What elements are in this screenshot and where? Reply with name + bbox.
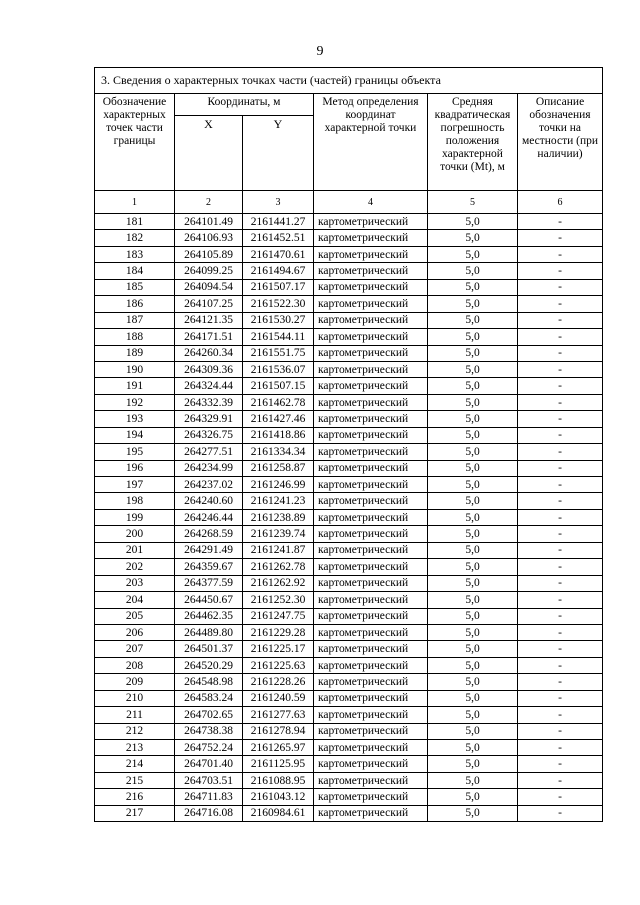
point-number-cell: 211 bbox=[95, 707, 175, 723]
accuracy-cell: 5,0 bbox=[428, 230, 518, 246]
table-row bbox=[95, 575, 603, 591]
accuracy-cell: 5,0 bbox=[428, 329, 518, 345]
point-number-cell: 193 bbox=[95, 411, 175, 427]
method-cell: картометрический bbox=[314, 444, 428, 460]
table-row bbox=[95, 230, 603, 246]
table-row bbox=[95, 279, 603, 295]
y-coordinate-cell: 2161238.89 bbox=[243, 509, 314, 525]
point-number-cell: 198 bbox=[95, 493, 175, 509]
description-cell: - bbox=[518, 707, 603, 723]
table-row bbox=[95, 345, 603, 361]
accuracy-cell: 5,0 bbox=[428, 279, 518, 295]
accuracy-cell: 5,0 bbox=[428, 460, 518, 476]
x-coordinate-cell: 264171.51 bbox=[175, 329, 243, 345]
point-number-cell: 217 bbox=[95, 805, 175, 821]
x-coordinate-cell: 264291.49 bbox=[175, 542, 243, 558]
y-coordinate-cell: 2161536.07 bbox=[243, 361, 314, 377]
description-cell: - bbox=[518, 477, 603, 493]
x-coordinate-cell: 264107.25 bbox=[175, 296, 243, 312]
accuracy-cell: 5,0 bbox=[428, 592, 518, 608]
y-coordinate-cell: 2161262.92 bbox=[243, 575, 314, 591]
description-cell: - bbox=[518, 493, 603, 509]
y-coordinate-cell: 2160984.61 bbox=[243, 805, 314, 821]
x-coordinate-cell: 264702.65 bbox=[175, 707, 243, 723]
point-number-cell: 185 bbox=[95, 279, 175, 295]
description-cell: - bbox=[518, 740, 603, 756]
x-coordinate-cell: 264246.44 bbox=[175, 509, 243, 525]
y-coordinate-cell: 2161241.87 bbox=[243, 542, 314, 558]
method-cell: картометрический bbox=[314, 312, 428, 328]
column-number: 1 bbox=[95, 191, 175, 214]
column-number: 3 bbox=[243, 191, 314, 214]
description-cell: - bbox=[518, 624, 603, 640]
y-coordinate-cell: 2161334.34 bbox=[243, 444, 314, 460]
point-number-cell: 197 bbox=[95, 477, 175, 493]
point-number-cell: 194 bbox=[95, 427, 175, 443]
x-coordinate-cell: 264237.02 bbox=[175, 477, 243, 493]
accuracy-cell: 5,0 bbox=[428, 690, 518, 706]
point-number-cell: 205 bbox=[95, 608, 175, 624]
description-cell: - bbox=[518, 345, 603, 361]
description-cell: - bbox=[518, 559, 603, 575]
method-cell: картометрический bbox=[314, 427, 428, 443]
method-cell: картометрический bbox=[314, 329, 428, 345]
method-cell: картометрический bbox=[314, 542, 428, 558]
y-coordinate-cell: 2161278.94 bbox=[243, 723, 314, 739]
method-cell: картометрический bbox=[314, 493, 428, 509]
table-row bbox=[95, 789, 603, 805]
table-row bbox=[95, 756, 603, 772]
method-cell: картометрический bbox=[314, 756, 428, 772]
description-cell: - bbox=[518, 723, 603, 739]
point-number-cell: 206 bbox=[95, 624, 175, 640]
accuracy-cell: 5,0 bbox=[428, 411, 518, 427]
table-row bbox=[95, 312, 603, 328]
method-cell: картометрический bbox=[314, 230, 428, 246]
table-row bbox=[95, 690, 603, 706]
accuracy-cell: 5,0 bbox=[428, 345, 518, 361]
y-coordinate-cell: 2161418.86 bbox=[243, 427, 314, 443]
table-row bbox=[95, 214, 603, 230]
table-row bbox=[95, 444, 603, 460]
method-cell: картометрический bbox=[314, 608, 428, 624]
table-row bbox=[95, 805, 603, 821]
x-coordinate-cell: 264094.54 bbox=[175, 279, 243, 295]
y-coordinate-cell: 2161088.95 bbox=[243, 772, 314, 788]
y-coordinate-cell: 2161507.15 bbox=[243, 378, 314, 394]
x-coordinate-cell: 264501.37 bbox=[175, 641, 243, 657]
x-coordinate-cell: 264377.59 bbox=[175, 575, 243, 591]
y-coordinate-cell: 2161277.63 bbox=[243, 707, 314, 723]
point-number-cell: 181 bbox=[95, 214, 175, 230]
table-row bbox=[95, 329, 603, 345]
accuracy-cell: 5,0 bbox=[428, 427, 518, 443]
point-number-cell: 189 bbox=[95, 345, 175, 361]
x-coordinate-cell: 264324.44 bbox=[175, 378, 243, 394]
method-cell: картометрический bbox=[314, 263, 428, 279]
accuracy-cell: 5,0 bbox=[428, 361, 518, 377]
header-coordinates: Координаты, м bbox=[175, 94, 314, 116]
description-cell: - bbox=[518, 279, 603, 295]
method-cell: картометрический bbox=[314, 477, 428, 493]
method-cell: картометрический bbox=[314, 624, 428, 640]
header-y: Y bbox=[243, 116, 314, 191]
header-designation: Обозначение характерных точек части границы bbox=[95, 94, 175, 191]
description-cell: - bbox=[518, 296, 603, 312]
x-coordinate-cell: 264462.35 bbox=[175, 608, 243, 624]
description-cell: - bbox=[518, 427, 603, 443]
x-coordinate-cell: 264268.59 bbox=[175, 526, 243, 542]
x-coordinate-cell: 264326.75 bbox=[175, 427, 243, 443]
method-cell: картометрический bbox=[314, 789, 428, 805]
point-number-cell: 196 bbox=[95, 460, 175, 476]
description-cell: - bbox=[518, 263, 603, 279]
description-cell: - bbox=[518, 329, 603, 345]
table-row bbox=[95, 641, 603, 657]
header-accuracy: Средняя квадратическая погрешность положения характерной точки (Mt), м bbox=[428, 94, 518, 191]
accuracy-cell: 5,0 bbox=[428, 214, 518, 230]
y-coordinate-cell: 2161125.95 bbox=[243, 756, 314, 772]
accuracy-cell: 5,0 bbox=[428, 559, 518, 575]
header-x: X bbox=[175, 116, 243, 191]
method-cell: картометрический bbox=[314, 740, 428, 756]
header-description: Описание обозначения точки на местности (при наличии) bbox=[518, 94, 603, 191]
y-coordinate-cell: 2161258.87 bbox=[243, 460, 314, 476]
description-cell: - bbox=[518, 542, 603, 558]
y-coordinate-cell: 2161427.46 bbox=[243, 411, 314, 427]
method-cell: картометрический bbox=[314, 394, 428, 410]
x-coordinate-cell: 264738.38 bbox=[175, 723, 243, 739]
point-number-cell: 216 bbox=[95, 789, 175, 805]
description-cell: - bbox=[518, 394, 603, 410]
description-cell: - bbox=[518, 312, 603, 328]
accuracy-cell: 5,0 bbox=[428, 263, 518, 279]
y-coordinate-cell: 2161544.11 bbox=[243, 329, 314, 345]
table-row bbox=[95, 526, 603, 542]
y-coordinate-cell: 2161043.12 bbox=[243, 789, 314, 805]
table-row bbox=[95, 740, 603, 756]
description-cell: - bbox=[518, 509, 603, 525]
accuracy-cell: 5,0 bbox=[428, 772, 518, 788]
method-cell: картометрический bbox=[314, 707, 428, 723]
method-cell: картометрический bbox=[314, 279, 428, 295]
accuracy-cell: 5,0 bbox=[428, 509, 518, 525]
x-coordinate-cell: 264105.89 bbox=[175, 246, 243, 262]
accuracy-cell: 5,0 bbox=[428, 756, 518, 772]
method-cell: картометрический bbox=[314, 723, 428, 739]
point-number-cell: 208 bbox=[95, 657, 175, 673]
y-coordinate-cell: 2161246.99 bbox=[243, 477, 314, 493]
point-number-cell: 204 bbox=[95, 592, 175, 608]
point-number-cell: 199 bbox=[95, 509, 175, 525]
table-row bbox=[95, 608, 603, 624]
table-row bbox=[95, 723, 603, 739]
description-cell: - bbox=[518, 575, 603, 591]
table-row bbox=[95, 477, 603, 493]
point-number-cell: 207 bbox=[95, 641, 175, 657]
y-coordinate-cell: 2161229.28 bbox=[243, 624, 314, 640]
table-row bbox=[95, 296, 603, 312]
table-row bbox=[95, 624, 603, 640]
x-coordinate-cell: 264489.80 bbox=[175, 624, 243, 640]
table-row bbox=[95, 509, 603, 525]
accuracy-cell: 5,0 bbox=[428, 641, 518, 657]
table-row bbox=[95, 707, 603, 723]
point-number-cell: 188 bbox=[95, 329, 175, 345]
x-coordinate-cell: 264234.99 bbox=[175, 460, 243, 476]
point-number-cell: 191 bbox=[95, 378, 175, 394]
column-numbers-row bbox=[95, 191, 603, 214]
accuracy-cell: 5,0 bbox=[428, 674, 518, 690]
description-cell: - bbox=[518, 214, 603, 230]
description-cell: - bbox=[518, 444, 603, 460]
y-coordinate-cell: 2161507.17 bbox=[243, 279, 314, 295]
description-cell: - bbox=[518, 592, 603, 608]
description-cell: - bbox=[518, 246, 603, 262]
accuracy-cell: 5,0 bbox=[428, 707, 518, 723]
column-number: 4 bbox=[314, 191, 428, 214]
column-number: 5 bbox=[428, 191, 518, 214]
accuracy-cell: 5,0 bbox=[428, 624, 518, 640]
y-coordinate-cell: 2161247.75 bbox=[243, 608, 314, 624]
accuracy-cell: 5,0 bbox=[428, 493, 518, 509]
method-cell: картометрический bbox=[314, 246, 428, 262]
y-coordinate-cell: 2161240.59 bbox=[243, 690, 314, 706]
x-coordinate-cell: 264332.39 bbox=[175, 394, 243, 410]
method-cell: картометрический bbox=[314, 296, 428, 312]
point-number-cell: 202 bbox=[95, 559, 175, 575]
x-coordinate-cell: 264309.36 bbox=[175, 361, 243, 377]
point-number-cell: 187 bbox=[95, 312, 175, 328]
y-coordinate-cell: 2161265.97 bbox=[243, 740, 314, 756]
point-number-cell: 186 bbox=[95, 296, 175, 312]
point-number-cell: 192 bbox=[95, 394, 175, 410]
method-cell: картометрический bbox=[314, 690, 428, 706]
accuracy-cell: 5,0 bbox=[428, 575, 518, 591]
x-coordinate-cell: 264121.35 bbox=[175, 312, 243, 328]
method-cell: картометрический bbox=[314, 411, 428, 427]
accuracy-cell: 5,0 bbox=[428, 740, 518, 756]
x-coordinate-cell: 264240.60 bbox=[175, 493, 243, 509]
header-method: Метод определения координат характерной точки bbox=[314, 94, 428, 191]
x-coordinate-cell: 264583.24 bbox=[175, 690, 243, 706]
point-number-cell: 213 bbox=[95, 740, 175, 756]
accuracy-cell: 5,0 bbox=[428, 296, 518, 312]
description-cell: - bbox=[518, 772, 603, 788]
point-number-cell: 184 bbox=[95, 263, 175, 279]
section-title: 3. Сведения о характерных точках части (частей) границы объекта bbox=[95, 68, 603, 94]
x-coordinate-cell: 264260.34 bbox=[175, 345, 243, 361]
method-cell: картометрический bbox=[314, 674, 428, 690]
point-number-cell: 209 bbox=[95, 674, 175, 690]
point-number-cell: 183 bbox=[95, 246, 175, 262]
accuracy-cell: 5,0 bbox=[428, 312, 518, 328]
x-coordinate-cell: 264101.49 bbox=[175, 214, 243, 230]
description-cell: - bbox=[518, 526, 603, 542]
x-coordinate-cell: 264106.93 bbox=[175, 230, 243, 246]
point-number-cell: 214 bbox=[95, 756, 175, 772]
table-row bbox=[95, 542, 603, 558]
x-coordinate-cell: 264711.83 bbox=[175, 789, 243, 805]
description-cell: - bbox=[518, 361, 603, 377]
x-coordinate-cell: 264359.67 bbox=[175, 559, 243, 575]
description-cell: - bbox=[518, 460, 603, 476]
accuracy-cell: 5,0 bbox=[428, 444, 518, 460]
accuracy-cell: 5,0 bbox=[428, 394, 518, 410]
table-row bbox=[95, 427, 603, 443]
y-coordinate-cell: 2161225.17 bbox=[243, 641, 314, 657]
x-coordinate-cell: 264548.98 bbox=[175, 674, 243, 690]
method-cell: картометрический bbox=[314, 460, 428, 476]
table-row bbox=[95, 772, 603, 788]
y-coordinate-cell: 2161225.63 bbox=[243, 657, 314, 673]
y-coordinate-cell: 2161252.30 bbox=[243, 592, 314, 608]
accuracy-cell: 5,0 bbox=[428, 542, 518, 558]
method-cell: картометрический bbox=[314, 509, 428, 525]
x-coordinate-cell: 264099.25 bbox=[175, 263, 243, 279]
point-number-cell: 203 bbox=[95, 575, 175, 591]
point-number-cell: 210 bbox=[95, 690, 175, 706]
method-cell: картометрический bbox=[314, 772, 428, 788]
description-cell: - bbox=[518, 805, 603, 821]
point-number-cell: 201 bbox=[95, 542, 175, 558]
x-coordinate-cell: 264752.24 bbox=[175, 740, 243, 756]
description-cell: - bbox=[518, 657, 603, 673]
point-number-cell: 200 bbox=[95, 526, 175, 542]
y-coordinate-cell: 2161241.23 bbox=[243, 493, 314, 509]
method-cell: картометрический bbox=[314, 378, 428, 394]
method-cell: картометрический bbox=[314, 345, 428, 361]
point-number-cell: 212 bbox=[95, 723, 175, 739]
description-cell: - bbox=[518, 411, 603, 427]
accuracy-cell: 5,0 bbox=[428, 608, 518, 624]
y-coordinate-cell: 2161522.30 bbox=[243, 296, 314, 312]
table-row bbox=[95, 263, 603, 279]
method-cell: картометрический bbox=[314, 641, 428, 657]
method-cell: картометрический bbox=[314, 805, 428, 821]
point-number-cell: 190 bbox=[95, 361, 175, 377]
page-number: 9 bbox=[316, 44, 324, 59]
description-cell: - bbox=[518, 789, 603, 805]
table-row bbox=[95, 460, 603, 476]
x-coordinate-cell: 264450.67 bbox=[175, 592, 243, 608]
accuracy-cell: 5,0 bbox=[428, 805, 518, 821]
method-cell: картометрический bbox=[314, 657, 428, 673]
point-number-cell: 215 bbox=[95, 772, 175, 788]
table-row bbox=[95, 246, 603, 262]
x-coordinate-cell: 264277.51 bbox=[175, 444, 243, 460]
method-cell: картометрический bbox=[314, 361, 428, 377]
accuracy-cell: 5,0 bbox=[428, 723, 518, 739]
accuracy-cell: 5,0 bbox=[428, 246, 518, 262]
x-coordinate-cell: 264329.91 bbox=[175, 411, 243, 427]
description-cell: - bbox=[518, 378, 603, 394]
accuracy-cell: 5,0 bbox=[428, 378, 518, 394]
method-cell: картометрический bbox=[314, 214, 428, 230]
table-row bbox=[95, 592, 603, 608]
y-coordinate-cell: 2161262.78 bbox=[243, 559, 314, 575]
y-coordinate-cell: 2161530.27 bbox=[243, 312, 314, 328]
boundary-points-table bbox=[94, 67, 603, 822]
x-coordinate-cell: 264520.29 bbox=[175, 657, 243, 673]
y-coordinate-cell: 2161551.75 bbox=[243, 345, 314, 361]
table-row bbox=[95, 559, 603, 575]
method-cell: картометрический bbox=[314, 592, 428, 608]
table-row bbox=[95, 657, 603, 673]
x-coordinate-cell: 264703.51 bbox=[175, 772, 243, 788]
accuracy-cell: 5,0 bbox=[428, 657, 518, 673]
y-coordinate-cell: 2161239.74 bbox=[243, 526, 314, 542]
table-row bbox=[95, 394, 603, 410]
y-coordinate-cell: 2161462.78 bbox=[243, 394, 314, 410]
table-row bbox=[95, 493, 603, 509]
y-coordinate-cell: 2161452.51 bbox=[243, 230, 314, 246]
column-number: 6 bbox=[518, 191, 603, 214]
method-cell: картометрический bbox=[314, 575, 428, 591]
point-number-cell: 195 bbox=[95, 444, 175, 460]
description-cell: - bbox=[518, 690, 603, 706]
table-row bbox=[95, 674, 603, 690]
table-row bbox=[95, 411, 603, 427]
y-coordinate-cell: 2161228.26 bbox=[243, 674, 314, 690]
description-cell: - bbox=[518, 608, 603, 624]
description-cell: - bbox=[518, 230, 603, 246]
description-cell: - bbox=[518, 756, 603, 772]
x-coordinate-cell: 264716.08 bbox=[175, 805, 243, 821]
table-row bbox=[95, 378, 603, 394]
method-cell: картометрический bbox=[314, 559, 428, 575]
accuracy-cell: 5,0 bbox=[428, 477, 518, 493]
point-number-cell: 182 bbox=[95, 230, 175, 246]
description-cell: - bbox=[518, 674, 603, 690]
y-coordinate-cell: 2161494.67 bbox=[243, 263, 314, 279]
description-cell: - bbox=[518, 641, 603, 657]
method-cell: картометрический bbox=[314, 526, 428, 542]
y-coordinate-cell: 2161470.61 bbox=[243, 246, 314, 262]
y-coordinate-cell: 2161441.27 bbox=[243, 214, 314, 230]
column-number: 2 bbox=[175, 191, 243, 214]
x-coordinate-cell: 264701.40 bbox=[175, 756, 243, 772]
table-row bbox=[95, 361, 603, 377]
accuracy-cell: 5,0 bbox=[428, 526, 518, 542]
accuracy-cell: 5,0 bbox=[428, 789, 518, 805]
